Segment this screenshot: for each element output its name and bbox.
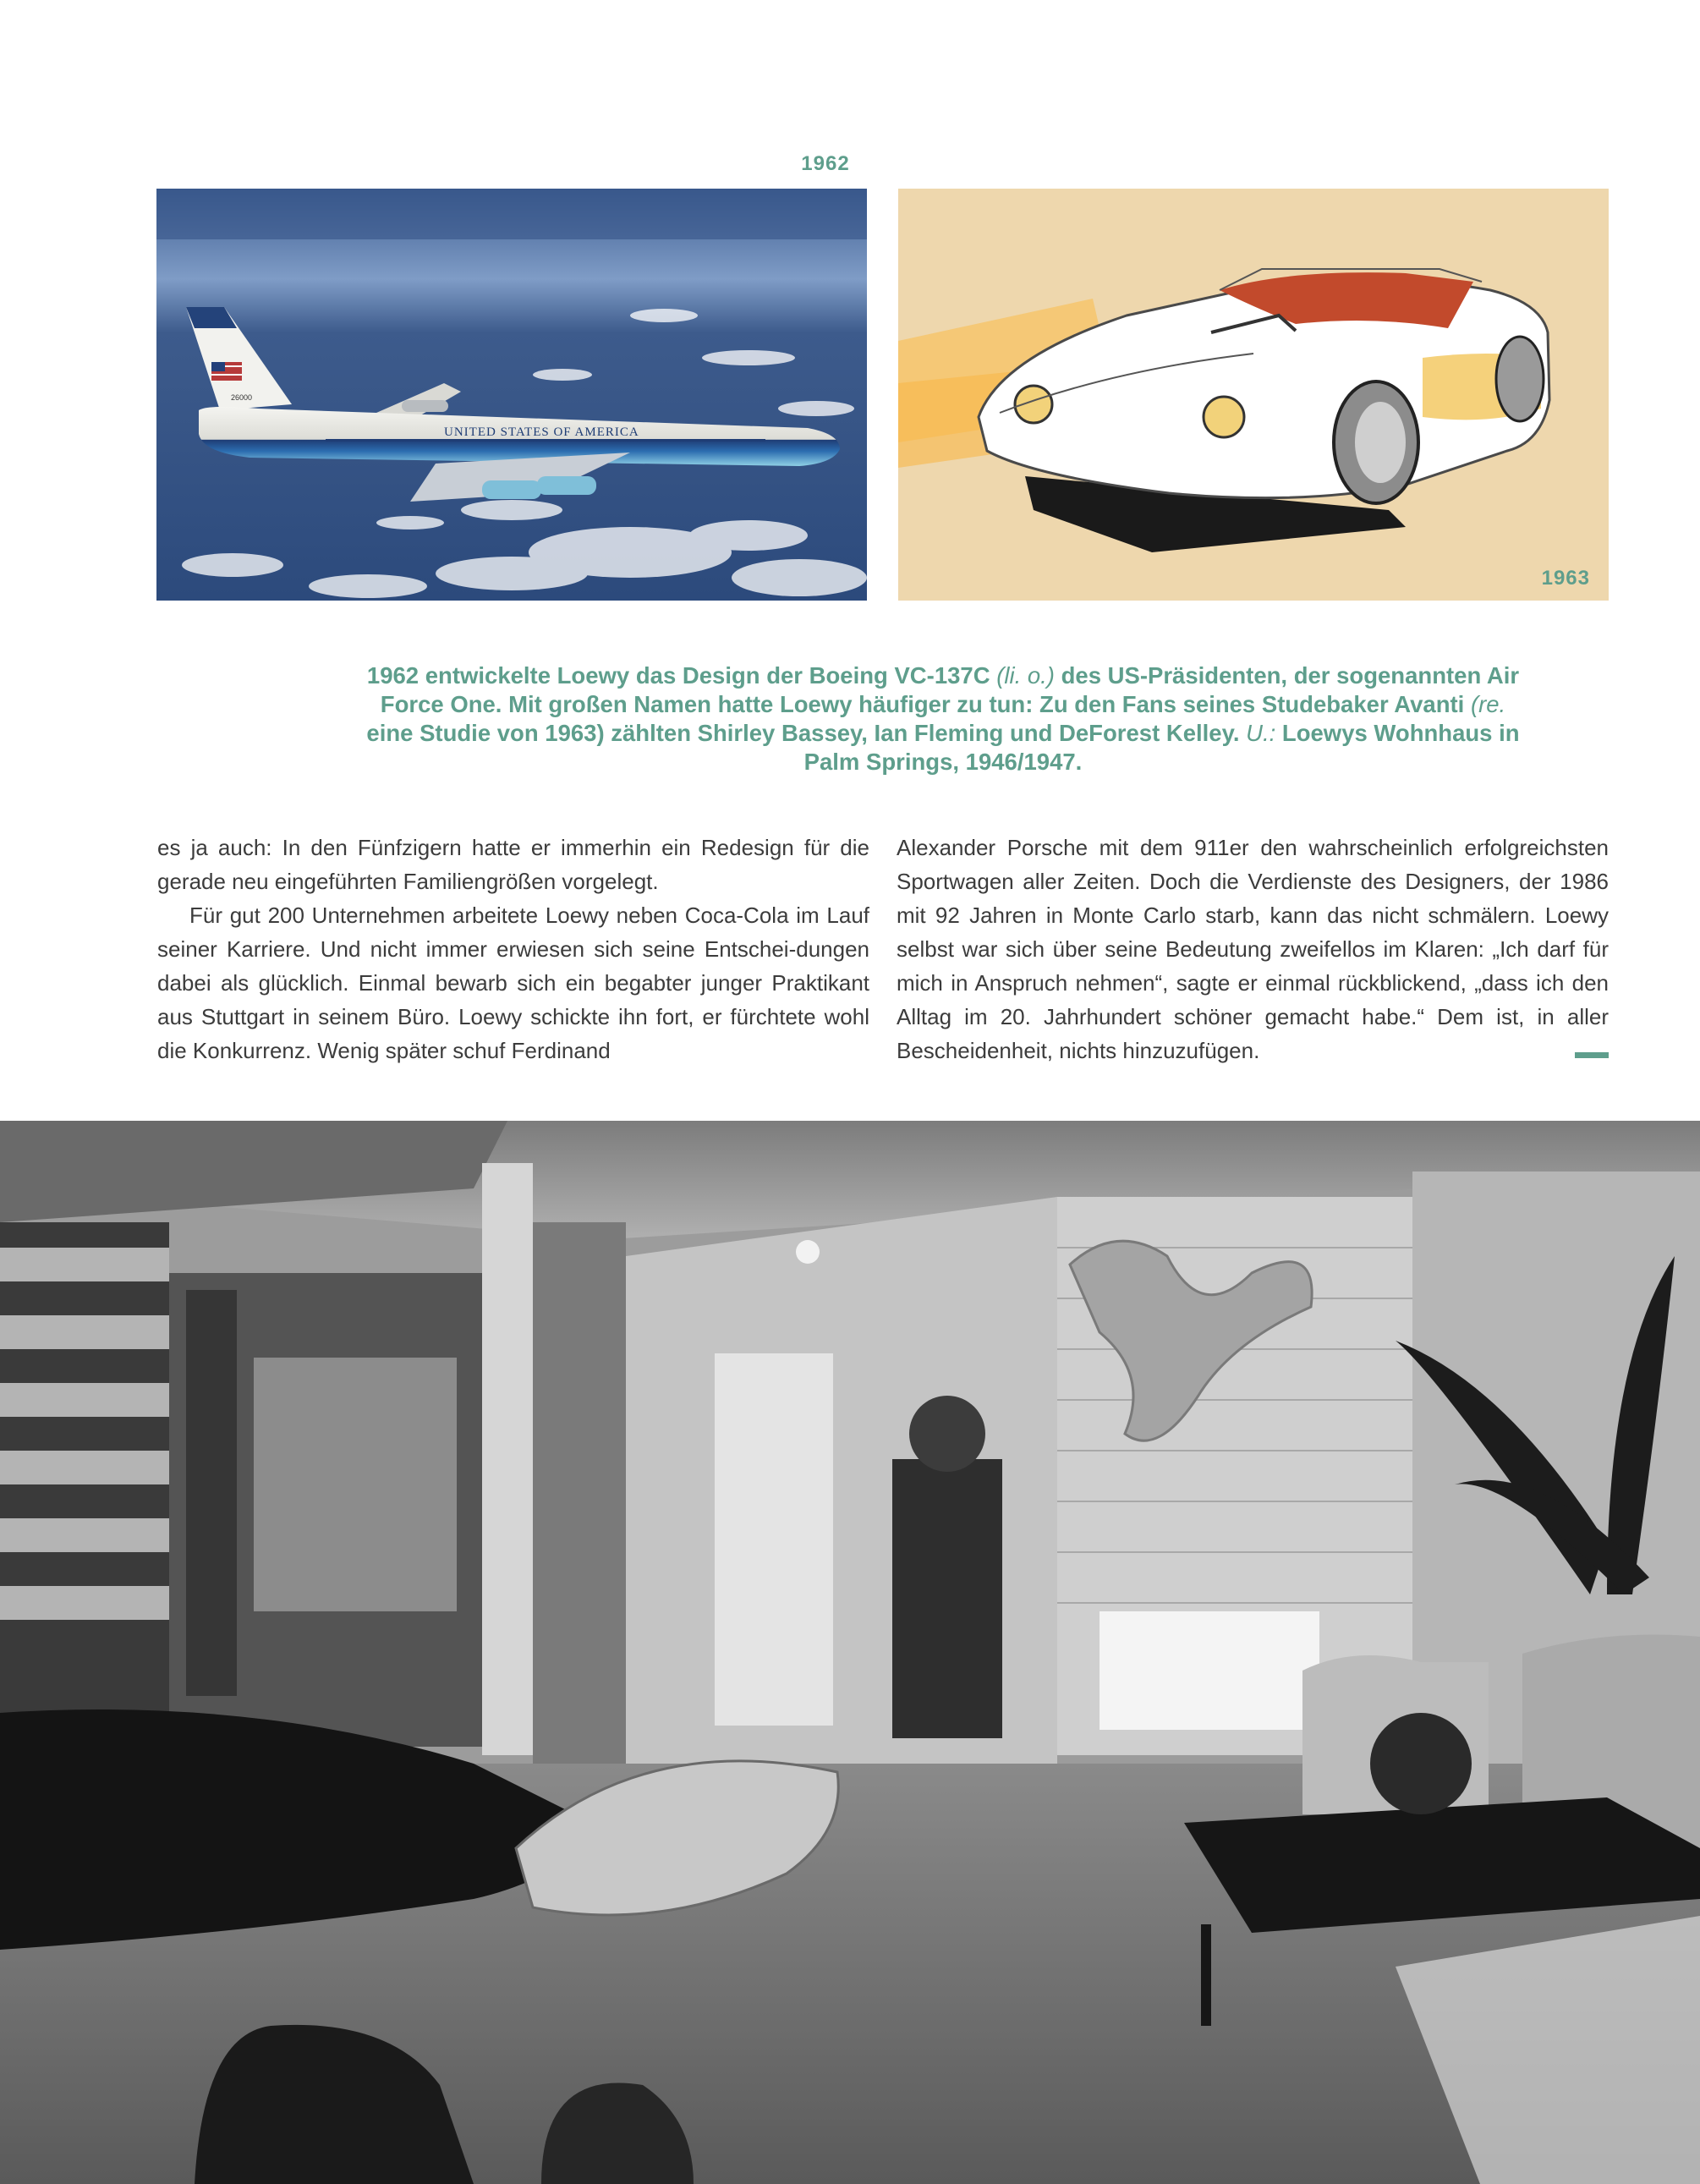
plane-livery-text: UNITED STATES OF AMERICA xyxy=(444,425,639,439)
body-column-right xyxy=(897,831,1609,1067)
paragraph: Für gut 200 Unternehmen arbeitete Loewy neben Coca-Cola im Lauf seiner Karriere. Und nicht immer erwiesen sich seine Entschei-dungen dabei als glücklich. Einmal bewarb sich ein begabter junger Praktikant aus Stuttgart in seinem Büro. Loewy schickte ihn fort, er fürchtete wohl die Konkurrenz. Wenig später schuf Ferdinand xyxy=(157,903,869,1063)
year-label-1963: 1963 xyxy=(1541,567,1590,590)
studebaker-avanti-sketch xyxy=(898,189,1609,601)
photo-caption xyxy=(355,661,1531,776)
caption-text-1: 1962 entwickelte Loewy das Design der Boeing VC-137C xyxy=(366,662,997,689)
caption-text-4: Loewys Wohnhaus in Palm Springs, 1946/1947. xyxy=(803,720,1520,775)
caption-text-3: eine Studie von 1963) zählten Shirley Bassey, Ian Fleming und DeForest Kelley. xyxy=(366,720,1247,746)
caption-text-2: des US-Präsidenten, der sogenannten Air Force One. Mit großen Namen hatte Loewy häufiger zu tun: Zu den Fans seines Studebaker Avanti xyxy=(380,662,1520,717)
caption-italic-3: U.: xyxy=(1246,720,1276,746)
caption-italic-2: (re. xyxy=(1470,691,1506,717)
article-end-mark xyxy=(1575,1052,1609,1058)
body-column-left xyxy=(157,831,869,1067)
year-label-1962: 1962 xyxy=(801,152,850,175)
tail-number: 26000 xyxy=(231,393,253,402)
loewy-house-interior-photo xyxy=(0,1121,1700,2184)
paragraph: es ja auch: In den Fünfzigern hatte er immerhin ein Redesign für die gerade neu eingeführten Familiengrößen vorgelegt. xyxy=(157,835,869,894)
air-force-one-photo xyxy=(156,189,867,601)
caption-italic-1: (li. o.) xyxy=(996,662,1055,689)
paragraph: Alexander Porsche mit dem 911er den wahrscheinlich erfolgreichsten Sportwagen aller Zeiten. Doch die Verdienste des Designers, der 1986 mit 92 Jahren in Monte Carlo starb, kann das nicht schmälern. Loewy selbst war sich über seine Bedeutung zweifellos im Klaren: „Ich darf für mich in Anspruch nehmen“, sagte er einmal rückblickend, „dass ich den Alltag im 20. Jahrhundert schöner gemacht habe.“ Dem ist, in aller Bescheidenheit, nichts hinzuzufügen. xyxy=(897,835,1609,1063)
